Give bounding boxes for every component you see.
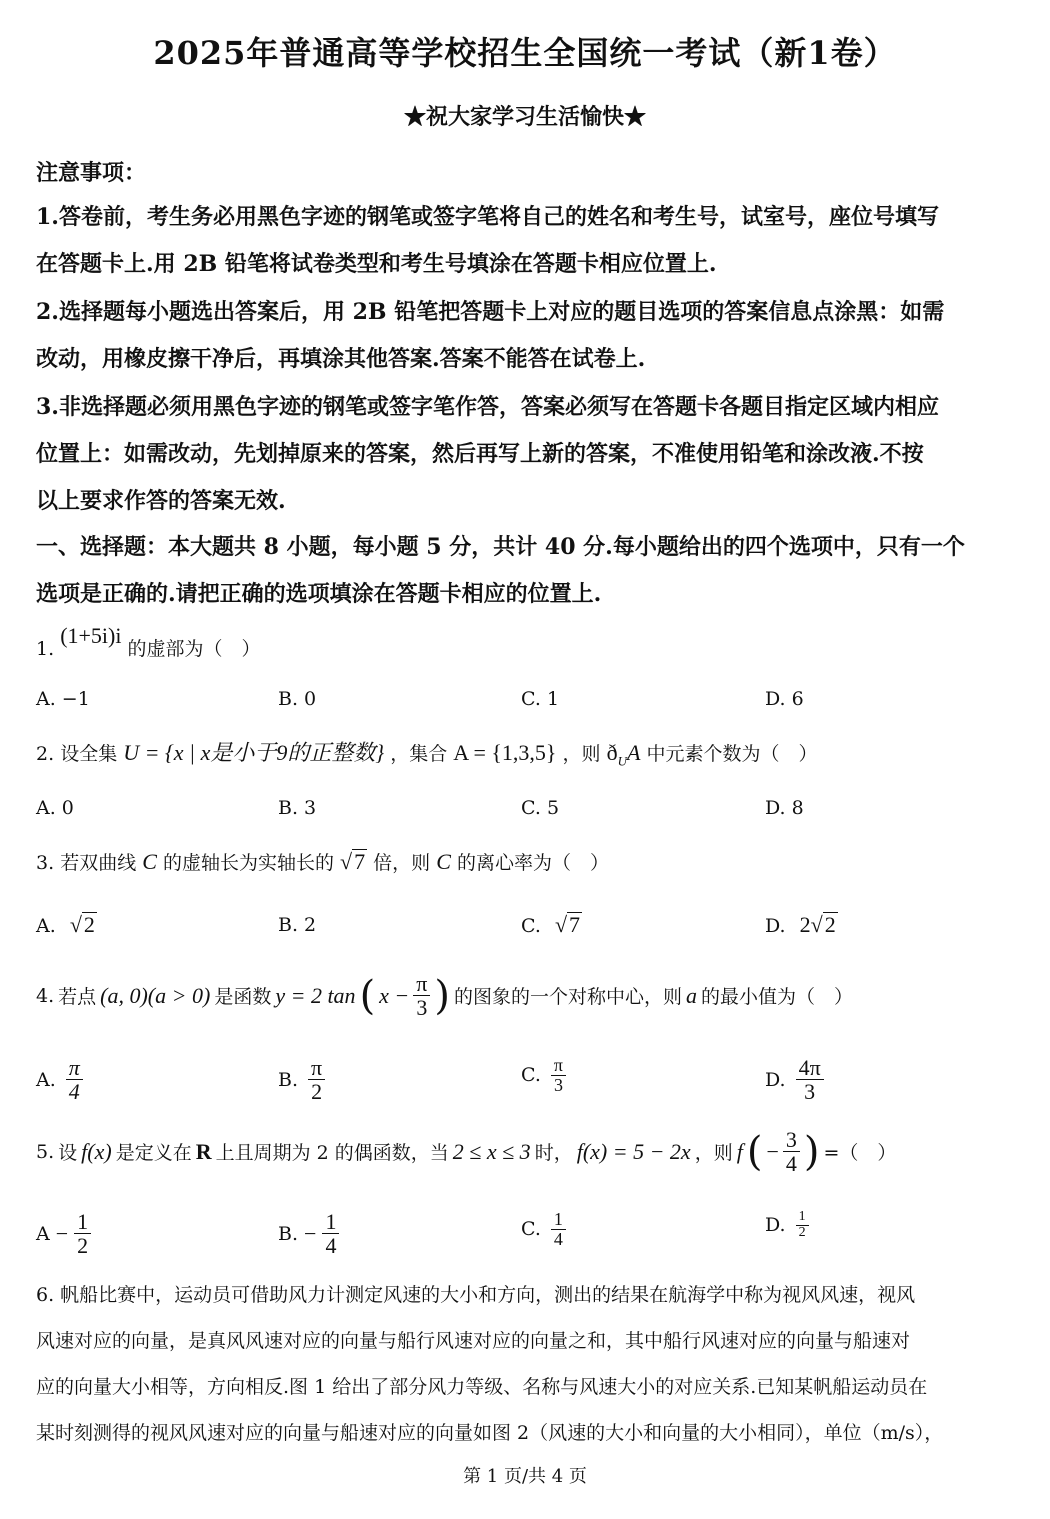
function-inner: x −	[379, 982, 410, 1008]
notice-line: 以上要求作答的答案无效.	[36, 488, 286, 514]
question-text: 中元素个数为（ ）	[646, 743, 818, 765]
point: (a, 0)(a > 0)	[100, 982, 211, 1008]
question-text: ，则	[694, 1142, 733, 1165]
question-text: 是函数	[214, 986, 272, 1009]
question-text: 的最小值为（ ）	[701, 986, 854, 1009]
question-number: 4.	[36, 984, 55, 1007]
option-d: D. 6	[765, 688, 804, 710]
question-text: 是定义在	[115, 1142, 192, 1165]
option-c: C. √7	[521, 912, 581, 937]
exam-title: 2025年普通高等学校招生全国统一考试（新1卷）	[153, 34, 897, 72]
option-d: D. $\frac{4\pi}{3}$	[765, 1056, 824, 1103]
question-text: ，则	[562, 743, 601, 765]
question-text: 的离心率为（ ）	[456, 852, 609, 874]
question-5: 5. 设 f(x) 是定义在 R 上且周期为 2 的偶函数，当 2 ≤ x ≤ 3 时， f(x) = 5 − 2x ，则 f ( − $\frac{3}{4}$ ) =（ ）	[36, 1127, 897, 1177]
section-heading: 一、选择题：本大题共 8 小题，每小题 5 分，共计 40 分.每小题给出的四个选项中，只有一个	[36, 534, 965, 560]
complex-expression: (1+5i)i	[60, 623, 122, 648]
option-c: C. $\frac{\pi}{3}$	[521, 1056, 566, 1095]
question-number: 3.	[36, 852, 55, 874]
question-text: 倍，则	[373, 852, 431, 874]
option-d: D. 2√2	[765, 912, 836, 937]
question-6-line: 应的向量大小相等，方向相反.图 1 给出了部分风力等级、名称与风速大小的对应关系.已知某帆船运动员在	[36, 1376, 928, 1398]
option-d: D. $\frac{1}{2}$	[765, 1210, 809, 1240]
question-text: 的虚部为（ ）	[127, 638, 261, 660]
notice-line: 改动，用橡皮擦干净后，再填涂其他答案.答案不能答在试卷上.	[36, 346, 646, 372]
question-6-line: 风速对应的向量，是真风风速对应的向量与船行风速对应的向量之和，其中船行风速对应的向量与船速对	[36, 1330, 911, 1352]
fraction: $\frac{\pi}{3}$	[413, 972, 430, 1019]
question-number: 5.	[36, 1140, 55, 1163]
option-b: B. − $\frac{1}{4}$	[278, 1210, 339, 1257]
set-a: A = {1,3,5}	[453, 740, 557, 765]
question-text: 若点	[58, 986, 97, 1009]
question-text: 设全集	[60, 743, 118, 765]
var-c: C	[436, 849, 451, 874]
option-c: C. 1	[521, 688, 560, 710]
notice-line: 2.选择题每小题选出答案后，用 2B 铅笔把答题卡上对应的题目选项的答案信息点涂黑：如需	[36, 299, 945, 325]
question-text: 若双曲线	[60, 852, 137, 874]
notice-heading: 注意事项：	[36, 160, 147, 186]
option-b: B. 2	[278, 914, 317, 936]
definition: f(x) = 5 − 2x	[576, 1138, 691, 1164]
sign: −	[766, 1138, 779, 1164]
option-a: A. 0	[36, 797, 74, 819]
question-text: 时，	[534, 1142, 573, 1165]
set-u: U = {x | x是小于9的正整数}	[123, 740, 385, 765]
option-c: C. $\frac{1}{4}$	[521, 1210, 566, 1249]
var-c: C	[142, 849, 157, 874]
question-text: 的图象的一个对称中心，则	[454, 986, 683, 1009]
function-f: f(x)	[81, 1138, 112, 1164]
option-d: D. 8	[765, 797, 804, 819]
notice-line: 位置上：如需改动，先划掉原来的答案，然后再写上新的答案，不准使用铅笔和涂改液.不按	[36, 441, 924, 467]
notice-line: 1.答卷前，考生务必用黑色字迹的钢笔或签字笔将自己的姓名和考生号，试室号，座位号填写	[36, 204, 939, 230]
fraction: $\frac{3}{4}$	[783, 1128, 800, 1175]
question-text: 设	[58, 1142, 78, 1165]
question-1	[36, 623, 261, 661]
section-heading: 选项是正确的.请把正确的选项填涂在答题卡相应的位置上.	[36, 581, 602, 607]
condition: 2 ≤ x ≤ 3	[452, 1138, 531, 1164]
question-number: 1.	[36, 638, 55, 660]
complement-symbol: $ð_UA$	[606, 740, 641, 769]
option-a: A. −1	[36, 688, 90, 710]
question-text: 的虚轴长为实轴长的	[162, 852, 334, 874]
notice-line: 在答题卡上.用 2B 铅笔将试卷类型和考生号填涂在答题卡相应位置上.	[36, 251, 717, 277]
question-text: 上且周期为 2 的偶函数，当	[215, 1142, 449, 1165]
question-6-line: 6. 帆船比赛中，运动员可借助风力计测定风速的大小和方向，测出的结果在航海学中称为视风风速，视风	[36, 1284, 916, 1306]
option-a: A. $\frac{\pi}{4}$	[36, 1056, 83, 1103]
question-number: 2.	[36, 743, 55, 765]
option-a: A. √2	[36, 912, 95, 937]
option-c: C. 5	[521, 797, 560, 819]
page-number: 第 1 页/共 4 页	[463, 1466, 587, 1487]
real-set: R	[195, 1138, 212, 1164]
question-3: 3. 若双曲线 C 的虚轴长为实轴长的 √7 倍，则 C 的离心率为（ ）	[36, 849, 609, 874]
question-6-line: 某时刻测得的视风风速对应的向量与船速对应的向量如图 2（风速的大小和向量的大小相同），单位（m/s），	[36, 1422, 944, 1444]
var-a: a	[686, 982, 698, 1008]
question-2	[36, 736, 818, 769]
option-b: B. 3	[278, 797, 317, 819]
question-text: ，集合	[390, 743, 448, 765]
question-text: =（ ）	[823, 1142, 897, 1165]
notice-line: 3.非选择题必须用黑色字迹的钢笔或签字笔作答，答案必须写在答题卡各题目指定区域内相应	[36, 394, 939, 420]
option-a: A − $\frac{1}{2}$	[36, 1210, 91, 1257]
function-f: f	[736, 1138, 743, 1164]
option-b: B. 0	[278, 688, 317, 710]
option-b: B. $\frac{\pi}{2}$	[278, 1056, 325, 1103]
sqrt-value: 7	[354, 849, 366, 874]
exam-subtitle: ★祝大家学习生活愉快★	[403, 104, 646, 130]
question-4: 4. 若点 (a, 0)(a > 0) 是函数 y = 2 tan ( x − $\frac{\pi}{3}$ ) 的图象的一个对称中心，则 a 的最小值为（ ）	[36, 971, 854, 1021]
function-lhs: y = 2 tan	[275, 982, 356, 1008]
